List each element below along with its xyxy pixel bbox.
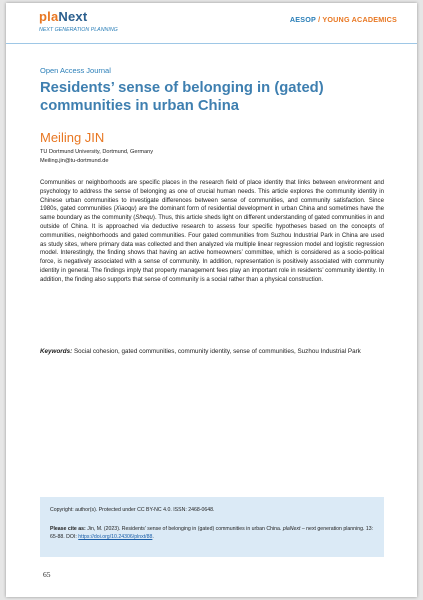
copyright-notice: Copyright: author(s). Protected under CC BY-NC 4.0. ISSN: 2468-0648. (50, 507, 215, 513)
keywords-label: Keywords: (40, 348, 73, 355)
cite-text-2: – next generation planning. 13: 65-88. DOI: (50, 526, 374, 540)
cite-text: Jin, M. (2023). Residents’ sense of belonging in (gated) communities in urban China. (85, 526, 283, 532)
series-young-academics: YOUNG ACADEMICS (322, 15, 397, 24)
abstract-text-4: multiple linear regression model and logistic regression model. Interestingly, the finding shows that having an active homeowners’ committee, which is considered as a socio-political force, is negatively associated with a sense of community. In addition, representation is positively associated with community identity in general. The findings imply that property management fees play an important role in residents’ community identity. In addition, the finding also supports that sense of community is a social rather than a physical construction. (40, 240, 384, 283)
abstract-text-3: ). Thus, this article sheds light on different understanding of gated communities in and outside of China. It is approached via deductive research to assess four specific hypotheses based on the concepts of communities, neighborhoods and gated communities. Four gated communities from Suzhou Industrial Park in China are used as study sites, where primary data was collected and then analyzed (40, 214, 384, 248)
series-aesop: AESOP (289, 15, 316, 24)
logo-next: Next (58, 9, 88, 24)
abstract-italic-xiaoqu: Xiaoqu (115, 205, 135, 213)
abstract (40, 179, 384, 285)
author-name: Meiling JIN (40, 130, 105, 145)
cite-label: Please cite as: (50, 526, 86, 532)
document-page (6, 3, 417, 597)
title-line-2: communities in urban China (40, 98, 239, 114)
title-line-1: Residents’ sense of belonging in (gated) (40, 80, 324, 96)
citation (50, 525, 376, 541)
keywords (40, 348, 384, 357)
header-divider (6, 43, 417, 44)
page-number: 65 (43, 570, 51, 579)
author-email[interactable]: Meiling.jin@tu-dortmund.de (40, 158, 109, 164)
author-affiliation: TU Dortmund University, Dortmund, Germany (40, 149, 154, 155)
open-access-label: Open Access Journal (40, 66, 111, 75)
abstract-italic-via: via (225, 240, 234, 248)
abstract-text-2: ) are the dominant form of residential development in urban China and sometimes have the same boundary as the community ( (40, 205, 384, 222)
citation-box (40, 497, 384, 557)
abstract-text-1: Communities or neighborhoods are specific places in the research field of place identity that links between environment and psychology to address the sense of belonging as one of crucial human needs. This article explores the community identity in Chinese urban communities to investigate differences between sense of communities, and community satisfaction. Since 1980s, gated communities ( (40, 179, 384, 213)
journal-header (6, 3, 417, 43)
journal-logo (39, 9, 87, 24)
series-separator: / (315, 15, 323, 24)
cite-journal: plaNext (282, 526, 301, 532)
logo-pla: pla (39, 9, 59, 24)
keywords-list: Social cohesion, gated communities, community identity, sense of communities, Suzhou Industrial Park (72, 348, 361, 355)
cite-end: . (152, 534, 154, 540)
doi-link[interactable]: https://doi.org/10.24306/plnxt/88 (78, 534, 153, 540)
series-label (290, 15, 397, 24)
abstract-italic-shequ: Shequ (135, 214, 153, 222)
article-title (40, 79, 380, 115)
journal-tagline: NEXT GENERATION PLANNING (39, 27, 118, 33)
